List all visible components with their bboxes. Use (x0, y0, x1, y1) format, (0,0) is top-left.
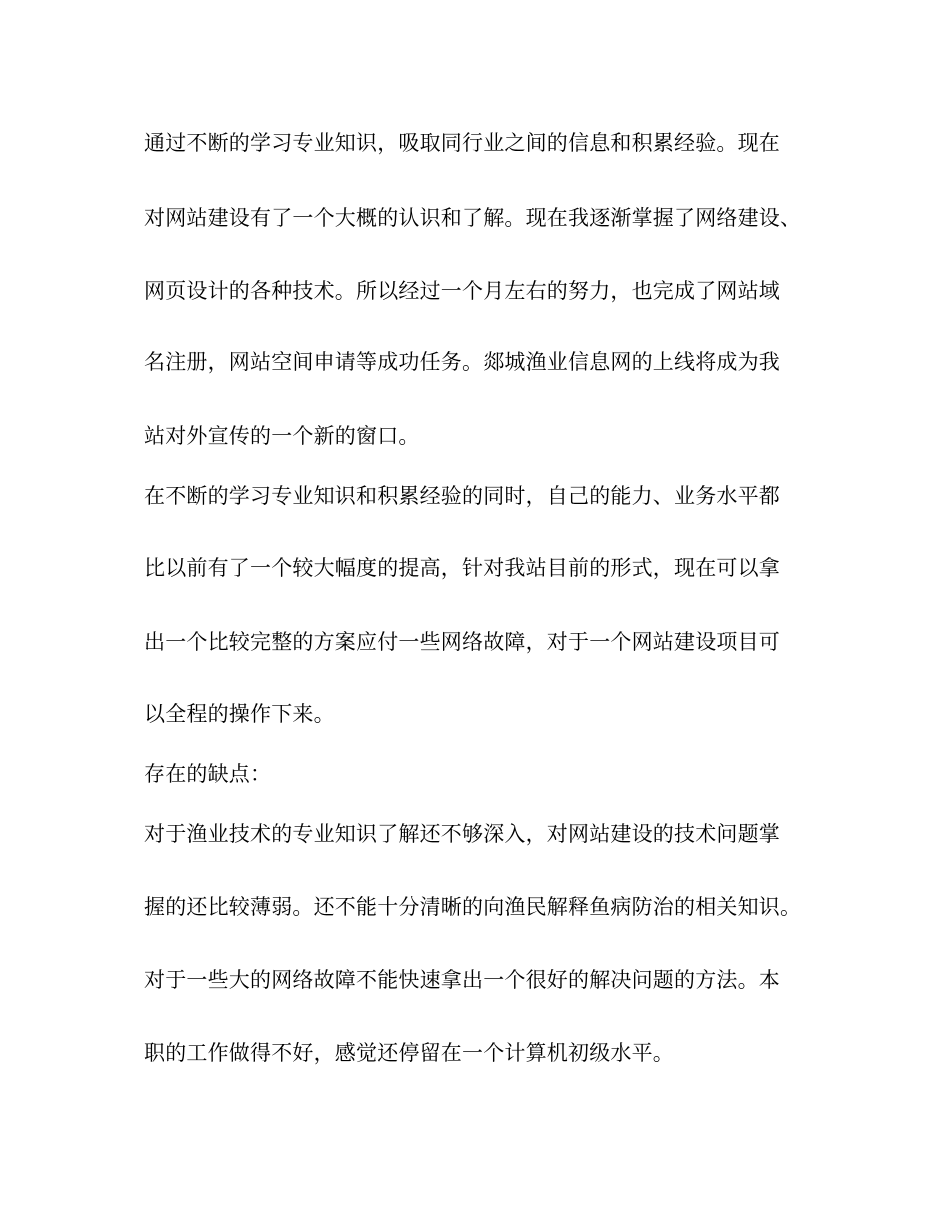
text-line: 对于一些大的网络故障不能快速拿出一个很好的解决问题的方法。本 (144, 968, 780, 992)
section-heading: 存在的缺点： (144, 762, 272, 786)
text-line: 站对外宣传的一个新的窗口。 (144, 424, 420, 448)
text-line: 握的还比较薄弱。还不能十分清晰的向渔民解释鱼病防治的相关知识。 (144, 895, 802, 919)
text-line: 通过不断的学习专业知识，吸取同行业之间的信息和积累经验。现在 (144, 131, 780, 155)
text-line: 以全程的操作下来。 (144, 702, 335, 726)
text-line: 对网站建设有了一个大概的认识和了解。现在我逐渐掌握了网络建设、 (144, 206, 802, 230)
text-line: 在不断的学习专业知识和积累经验的同时，自己的能力、业务水平都 (144, 484, 780, 508)
text-line: 出一个比较完整的方案应付一些网络故障，对于一个网站建设项目可 (144, 630, 780, 654)
text-line: 比以前有了一个较大幅度的提高，针对我站目前的形式，现在可以拿 (144, 556, 780, 580)
text-line: 职的工作做得不好，感觉还停留在一个计算机初级水平。 (144, 1041, 674, 1065)
text-line: 对于渔业技术的专业知识了解还不够深入，对网站建设的技术问题掌 (144, 822, 780, 846)
text-line: 网页设计的各种技术。所以经过一个月左右的努力，也完成了网站域 (144, 279, 780, 303)
text-line: 名注册，网站空间申请等成功任务。郯城渔业信息网的上线将成为我 (144, 350, 780, 374)
